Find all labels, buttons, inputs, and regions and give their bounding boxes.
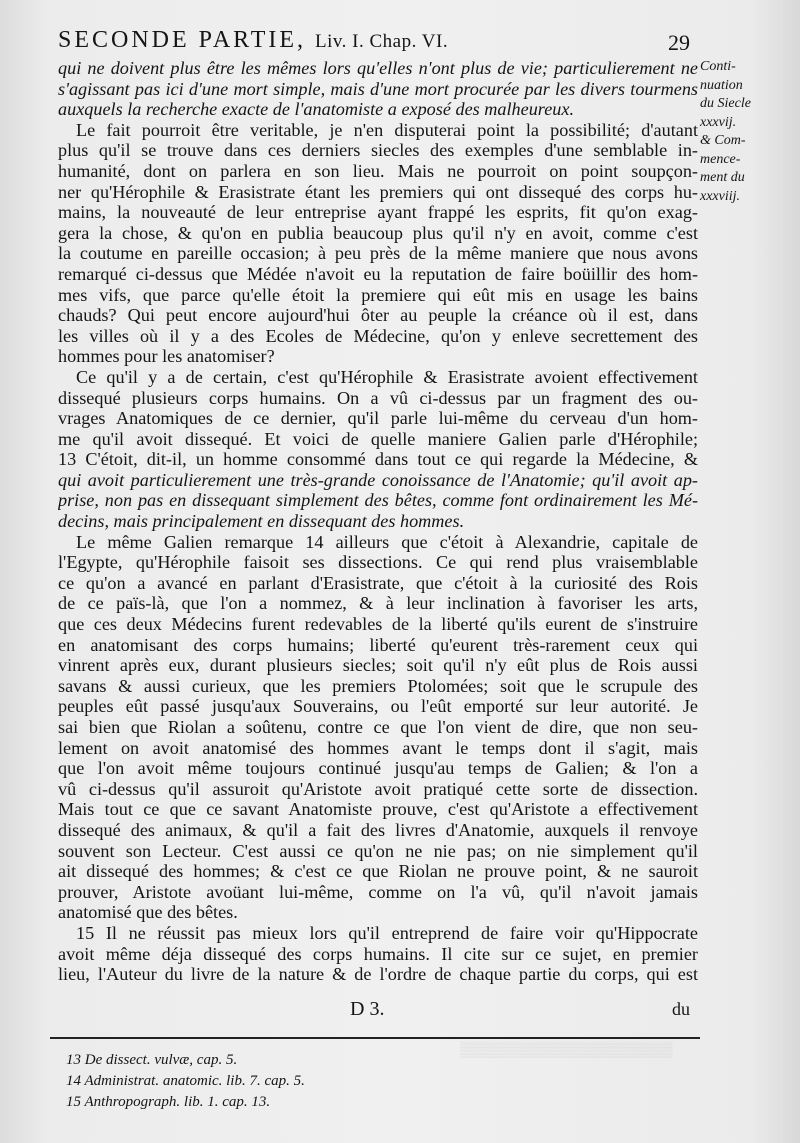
margin-note-line: & Com- [700, 133, 746, 148]
text-line: dissequé plusieurs corps humains. On a vû ci-dessus par un fragment des ou- [58, 387, 698, 408]
margin-note-line: mence- [700, 151, 741, 167]
text-line: Le fait pourroit être veritable, je n'en disputerai point la possibilité; d'autant [76, 119, 698, 140]
text-line: de ce païs-là, que l'on a nommez, & à leur inclination à favoriser les arts, [58, 593, 698, 614]
footnote-rule [50, 1037, 700, 1039]
text-line: avoit même déja dissequé des corps humains. Il cite sur ce sujet, en premier [58, 943, 698, 964]
footnote-15: 15 Anthropograph. lib. 1. cap. 13. [66, 1094, 271, 1110]
text-line: vû ci-dessus qu'il assuroit qu'Aristote avoit pratiqué cette sorte de dissection. [58, 778, 698, 799]
margin-note-line: Conti- [700, 59, 736, 74]
text-line: plus qu'il se trouve dans ces derniers siecles des exemples d'une semblable in- [58, 140, 698, 161]
text-line: souvent son Lecteur. C'est aussi ce qu'on ne nie pas; on nie simplement qu'il [58, 840, 698, 861]
text-line: que ces deux Médecins furent redevables de la liberté qu'ils eurent de s'instruire [58, 614, 698, 635]
text-line: Ce qu'il y a de certain, c'est qu'Hérophile & Erasistrate avoient effectivement [76, 366, 698, 387]
text-line: qui avoit particulierement une très-grande conoissance de l'Anatomie; qu'il avoit ap- [58, 469, 698, 490]
margin-note-line: ment du [700, 170, 745, 185]
text-line: savans & aussi curieux, que les premiers Ptolomées; soit que le scrupule des [58, 675, 698, 696]
margin-note-line: xxxviij. [700, 188, 741, 204]
text-line: ner qu'Hérophile & Erasistrate étant les premiers qui ont dissequé des corps hu- [58, 181, 698, 202]
text-line: vinrent après eux, durant plusieurs siecles; soit qu'il n'y eût plus de Rois aussi [58, 655, 698, 676]
margin-note-line: du Siecle [700, 96, 751, 111]
margin-note-line: nuation [700, 77, 743, 93]
text-line: vrages Anatomiques de ce dernier, qu'il parle lui-même du cerveau d'un hom- [58, 408, 698, 429]
text-line: me qu'il avoit dissequé. Et voici de quelle maniere Galien parle d'Hérophile; [58, 428, 698, 449]
text-line: Le même Galien remarque 14 ailleurs que c'étoit à Alexandrie, capitale de [76, 531, 698, 552]
text-line: prouver, Aristote avoüant lui-même, comme on l'a vû, qu'il n'avoit jamais [58, 881, 698, 902]
margin-note-line: xxxvij. [700, 114, 737, 130]
text-line: que l'on avoit même toujours continué jusqu'au temps de Galien; & l'on a [58, 758, 698, 779]
text-line: 15 Il ne réussit pas mieux lors qu'il entreprend de faire voir qu'Hippocrate [76, 922, 698, 943]
text-line: ait dissequé des hommes; & c'est ce que Riolan ne prouve point, & ne sauroit [58, 861, 698, 882]
text-line: la coutume en pareille occasion; à peu près de la même maniere que nous avons [58, 243, 698, 264]
text-line: lement on avoit anatomisé des hommes avant le temps dont il s'agit, mais [58, 737, 698, 758]
running-head [58, 26, 650, 54]
running-head-chapter: Liv. I. Chap. VI. [315, 31, 449, 52]
running-head-title: SECONDE PARTIE, [58, 27, 307, 53]
text-line: dissequé des animaux, & qu'il a fait des livres d'Anatomie, auxquels il renvoye [58, 819, 698, 840]
text-line: peuples eût passé jusqu'aux Souverains, ou l'eût emporté sur leur autorité. Je [58, 696, 698, 717]
text-line: qui ne doivent plus être les mêmes lors qu'elles n'ont plus de vie; particulierement ne [58, 58, 698, 78]
footnotes [66, 1050, 466, 1113]
text-line: decins, mais principalement en dissequant des hommes. [58, 511, 465, 532]
text-line: les villes où il y a des Ecoles de Médecine, qu'on y enleve secrettement des [58, 325, 698, 346]
signature-mark: D 3. [350, 998, 385, 1020]
text-line: en anatomisant des corps humains; liberté qu'eurent très-rarement ceux qui [58, 634, 698, 655]
text-line: mains, la nouveauté de leur entreprise ayant frappé les esprits, fit qu'on exag- [58, 202, 698, 223]
text-line: ce qu'on a avancé en parlant d'Erasistrate, que c'étoit à la curiosité des Rois [58, 572, 698, 593]
text-line: sai bien que Riolan a soûtenu, contre ce que l'on vient de dire, que non seu- [58, 717, 698, 737]
catchword: du [672, 999, 690, 1019]
text-line: hommes pour les anatomiser? [58, 346, 275, 367]
text-line: s'agissant pas ici d'une mort simple, mais d'une mort procurée par les divers tourmens [58, 78, 698, 99]
show-through-texture: ▒▒▒▒▒▒▒▒▒▒▒▒▒▒▒▒▒▒▒▒ [460, 1042, 673, 1058]
footnote-14: 14 Administrat. anatomic. lib. 7. cap. 5. [66, 1073, 305, 1089]
text-line: gera la chose, & qu'on en publia beaucoup plus qu'il n'y en avoit, comme c'est [58, 222, 698, 243]
text-line: Mais tout ce que ce savant Anatomiste prouve, c'est qu'Aristote a effectivement [58, 799, 698, 820]
text-line: anatomisé que des bêtes. [58, 902, 238, 923]
text-line: auxquels la recherche exacte de l'anatomiste a exposé des malheureux. [58, 99, 574, 120]
margin-note [700, 58, 770, 206]
text-line: prise, non pas en dissequant simplement des bêtes, comme font ordinairement les Mé- [58, 490, 698, 511]
page-number: 29 [668, 30, 690, 55]
text-line: mes vifs, que parce qu'elle étoit la premiere qui eût mis en usage les bains [58, 284, 698, 305]
text-line: l'Egypte, qu'Hérophile faisoit ses dissections. Ce qui rend plus vraisemblable [58, 552, 698, 573]
text-line: remarqué ci-dessus que Médée n'avoit eu la reputation de faire boüillir des hom- [58, 263, 698, 284]
text-line: humanité, dont on parlera en son lieu. Mais ne pourroit on point soupçon- [58, 160, 698, 181]
footnote-13: 13 De dissect. vulvæ, cap. 5. [66, 1052, 238, 1068]
text-line: chauds? Qui peut encore aujourd'hui ôter au peuple la créance où il est, dans [58, 305, 698, 326]
body-text [58, 58, 698, 985]
text-line: lieu, l'Auteur du livre de la nature & de l'ordre de chaque partie du corps, qui est [58, 964, 698, 985]
text-line: 13 C'étoit, dit-il, un homme consommé dans tout ce qui regarde la Médecine, & [58, 449, 698, 470]
